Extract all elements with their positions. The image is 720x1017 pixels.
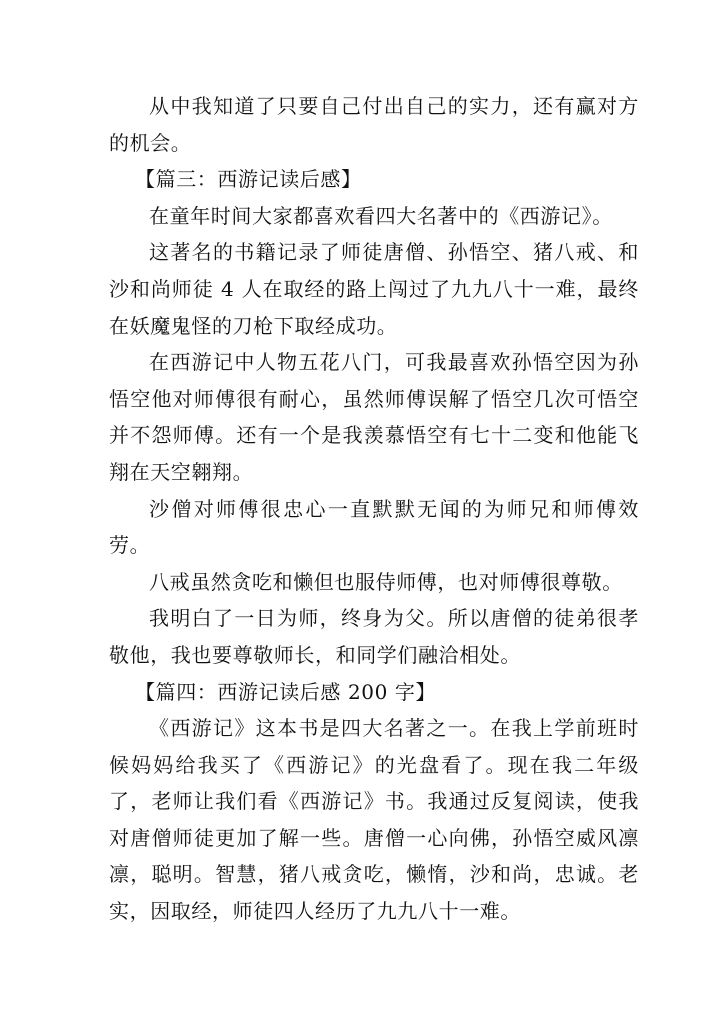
section-heading: 【篇三：西游记读后感】 xyxy=(135,167,362,192)
paragraph: 在西游记中人物五花八门，可我最喜欢孙悟空因为孙悟空他对师傅很有耐心，虽然师傅误解了悟空几次可悟空并不怨师傅。还有一个是我羡慕悟空有七十二变和他能飞翔在天空翱翔。 xyxy=(109,350,639,484)
paragraph: 从中我知道了只要自己付出自己的实力，还有赢对方的机会。 xyxy=(109,94,639,155)
document-body xyxy=(109,88,639,930)
paragraph: 沙僧对师傅很忠心一直默默无闻的为师兄和师傅效劳。 xyxy=(109,496,639,558)
paragraph: 在童年时间大家都喜欢看四大名著中的《西游记》。 xyxy=(149,203,613,228)
paragraph: 八戒虽然贪吃和懒但也服侍师傅，也对师傅很尊敬。 xyxy=(149,569,623,594)
paragraph: 这著名的书籍记录了师徒唐僧、孙悟空、猪八戒、和沙和尚师徒 4 人在取经的路上闯过了九九八十一难，最终在妖魔鬼怪的刀枪下取经成功。 xyxy=(109,240,639,338)
paragraph: 我明白了一日为师，终身为父。所以唐僧的徒弟很孝敬他，我也要尊敬师长，和同学们融洽相处。 xyxy=(109,606,639,667)
paragraph: 《西游记》这本书是四大名著之一。在我上学前班时候妈妈给我买了《西游记》的光盘看了。现在我二年级了，老师让我们看《西游记》书。我通过反复阅读，使我对唐僧师徒更加了解一些。唐僧一心向佛，孙悟空威风凛凛，聪明。智慧，猪八戒贪吃，懒惰，沙和尚，忠诚。老实，因取经，师徒四人经历了九九八十一难。 xyxy=(109,716,639,924)
section-heading: 【篇四：西游记读后感 200 字】 xyxy=(135,679,437,704)
